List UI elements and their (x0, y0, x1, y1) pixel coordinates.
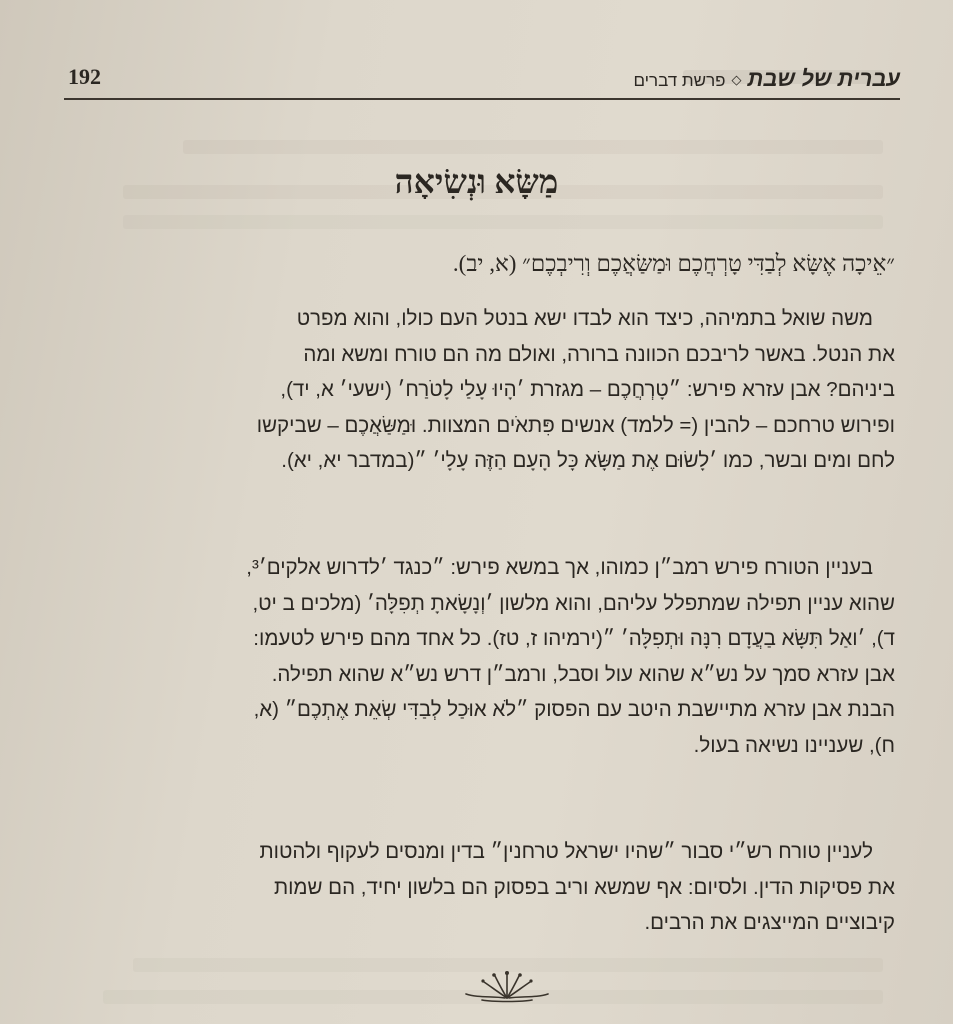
paragraph-line: לחם ומים ובשר, כמו ׳לָשׂוּם אֶת מַשָּׂא כָּל הָעָם הַזֶּה עָלָי׳ ״(במדבר יא, יא). (281, 449, 895, 472)
parasha-name: פרשת דברים (633, 71, 726, 90)
paragraph-line: ד), ׳ואַל תִּשָּׂא בַעֲדָם רִנָּה וּתְפִלָּה׳ ״(ירמיהו ז, טז). כל אחד מהם פירש לטעמו: (253, 627, 895, 650)
paragraph-line: משה שואל בתמיהה, כיצד הוא לבדו ישא בנטל העם כולו, והוא מפרט (296, 307, 873, 330)
running-header (64, 58, 900, 100)
paragraph-1 (85, 301, 895, 479)
paragraph-line: את פסיקות הדין. ולסיום: אף שמשא וריב בפסוק הם בלשון יחיד, הם שמות (273, 875, 895, 899)
chapter-title: מַשָּׂא וּנְשִׂיאָה (394, 165, 559, 201)
paragraph-line: בעניין הטורח פירש רמב״ן כמוהו, אך במשא פירש: ״כנגד ׳לדרוש אלקים׳³, (246, 556, 873, 579)
paragraph-line: לעניין טורח רש״י סבור ״שהיו ישראל טרחנין״ בדין ומנסים לעקוף ולהטות (259, 840, 873, 863)
paragraph-2 (85, 550, 895, 763)
paragraph-line: אבן עזרא סמך על נש״א שהוא עול וסבל, ורמב״ן דרש נש״א שהוא תפילה. (271, 662, 895, 686)
paragraph-line: קיבוציים המייצגים את הרבים. (644, 911, 895, 934)
paragraph-line: ח), שעניינו נשיאה בעול. (693, 733, 895, 757)
running-head (633, 66, 900, 92)
paragraph-line: שהוא עניין תפילה שמתפלל עליהם, והוא מלשון ׳וְנָשָׂאתָ תְפִלָּה׳ (מלכים ב יט, (252, 591, 895, 615)
paragraph-line: הבנת אבן עזרא מתיישבת היטב עם הפסוק ״לֹא אוּכַל לְבַדִּי שְׂאֵת אֶתְכֶם״ (א, (253, 698, 895, 721)
flourish-ornament-icon (462, 968, 552, 1004)
verse-quote: ״אֵיכָה אֶשָּׂא לְבַדִּי טָרְחֲכֶם וּמַשַּׂאֲכֶם וְרִיבְכֶם״ (א, יב). (452, 251, 895, 276)
paragraph-line: ופירוש טרחכם – להבין (= ללמד) אנשים פִּתאֹים המצוות. וּמַשַּׂאֲכֶם – שביקשו (256, 413, 895, 437)
paragraph-3 (85, 834, 895, 941)
page-number: 192 (68, 64, 101, 89)
diamond-separator-icon: ◇ (731, 73, 742, 88)
paragraph-line: ביניהם? אבן עזרא פירש: ״טָרְחֲכֶם – מגזרת ׳הָיוּ עָלַי לָטֹרַח׳ (ישעי׳ א, יד), (280, 378, 895, 401)
book-title: עברית של שבת (747, 66, 900, 91)
bleed-through-line (123, 215, 883, 229)
paragraph-line: את הנטל. באשר לריבכם הכוונה ברורה, ואולם מה הם טורח ומשא ומה (303, 342, 895, 366)
bleed-through-line (183, 140, 883, 154)
